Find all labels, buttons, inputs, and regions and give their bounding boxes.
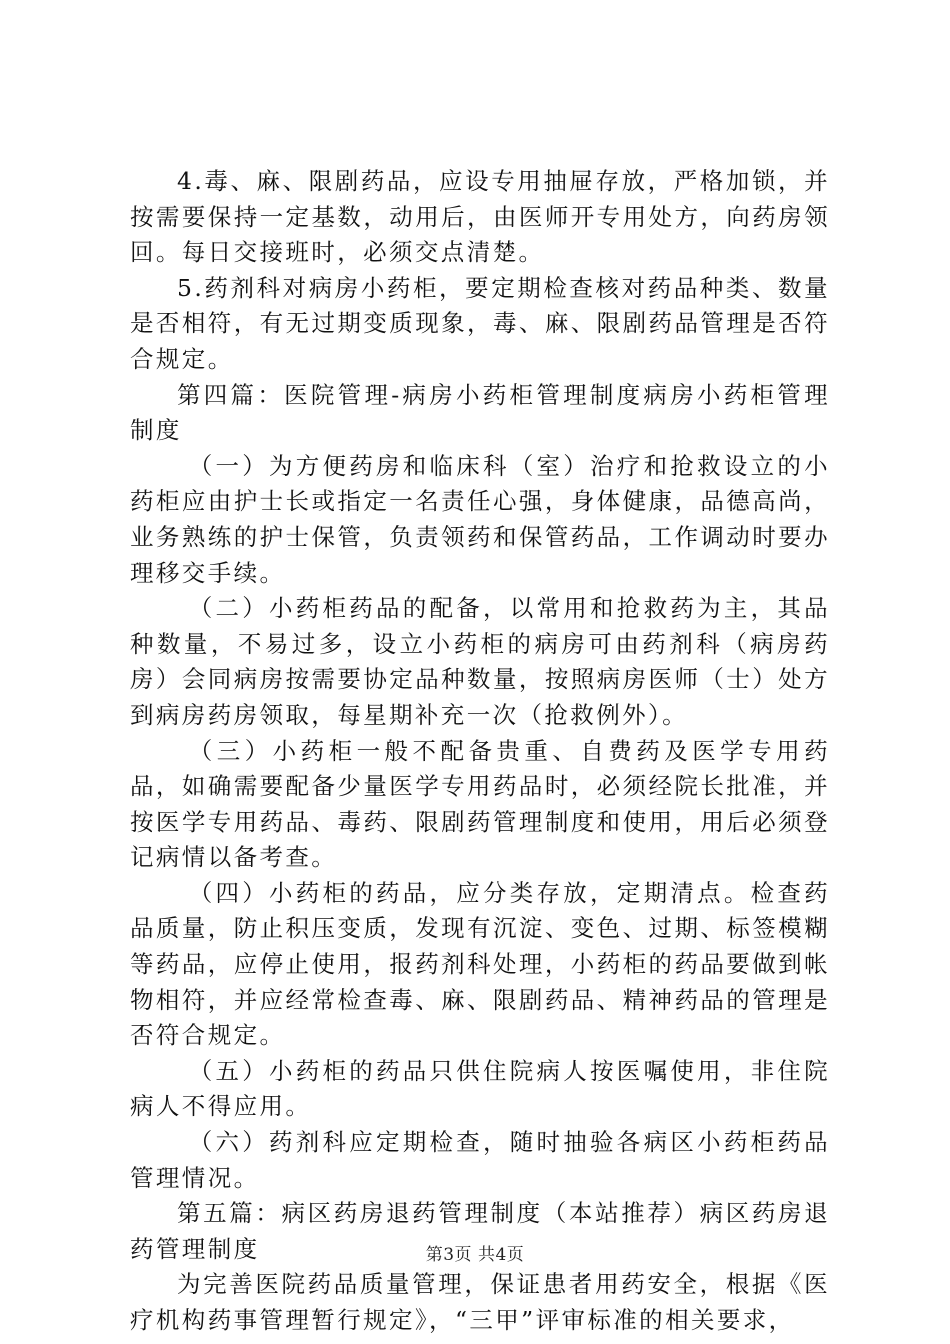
paragraph-sub-6: （六）药剂科应定期检查，随时抽验各病区小药柜药品管理情况。 bbox=[130, 1128, 830, 1192]
paragraph-item-4: 4.毒、麻、限剧药品，应设专用抽屉存放，严格加锁，并按需要保持一定基数，动用后，由医师开专用处方，向药房领回。每日交接班时，必须交点清楚。 bbox=[130, 167, 830, 267]
paragraph-intro-5: 为完善医院药品质量管理，保证患者用药安全，根据《医疗机构药事管理暂行规定》，“三甲”评审标准的相关要求， bbox=[130, 1270, 830, 1334]
page-footer: 第3页 共4页 bbox=[425, 1245, 525, 1265]
section-heading-4: 第四篇：医院管理-病房小药柜管理制度病房小药柜管理制度 bbox=[130, 380, 830, 445]
section-heading-5: 第五篇：病区药房退药管理制度（本站推荐）病区药房退药管理制度 bbox=[130, 1199, 830, 1263]
paragraph-sub-1: （一）为方便药房和临床科（室）治疗和抢救设立的小药柜应由护士长或指定一名责任心强，身体健康，品德高尚，业务熟练的护士保管，负责领药和保管药品，工作调动时要办理移交手续。 bbox=[130, 451, 830, 587]
paragraph-item-5: 5.药剂科对病房小药柜，要定期检查核对药品种类、数量是否相符，有无过期变质现象，毒、麻、限剧药品管理是否符合规定。 bbox=[130, 273, 830, 373]
document-body bbox=[130, 164, 830, 1339]
paragraph-sub-2: （二）小药柜药品的配备，以常用和抢救药为主，其品种数量，不易过多，设立小药柜的病房可由药剂科（病房药房）会同病房按需要协定品种数量，按照病房医师（士）处方到病房药房领取，每星期补充一次（抢救例外）。 bbox=[130, 594, 830, 729]
paragraph-sub-5: （五）小药柜的药品只供住院病人按医嘱使用，非住院病人不得应用。 bbox=[130, 1056, 830, 1121]
paragraph-sub-4: （四）小药柜的药品，应分类存放，定期清点。检查药品质量，防止积压变质，发现有沉淀、变色、过期、标签模糊等药品，应停止使用，报药剂科处理，小药柜的药品要做到帐物相符，并应经常检查毒、麻、限剧药品、精神药品的管理是否符合规定。 bbox=[130, 878, 830, 1050]
paragraph-sub-3: （三）小药柜一般不配备贵重、自费药及医学专用药品，如确需要配备少量医学专用药品时，必须经院长批准，并按医学专用药品、毒药、限剧药管理制度和使用，用后必须登记病情以备考查。 bbox=[130, 736, 830, 872]
